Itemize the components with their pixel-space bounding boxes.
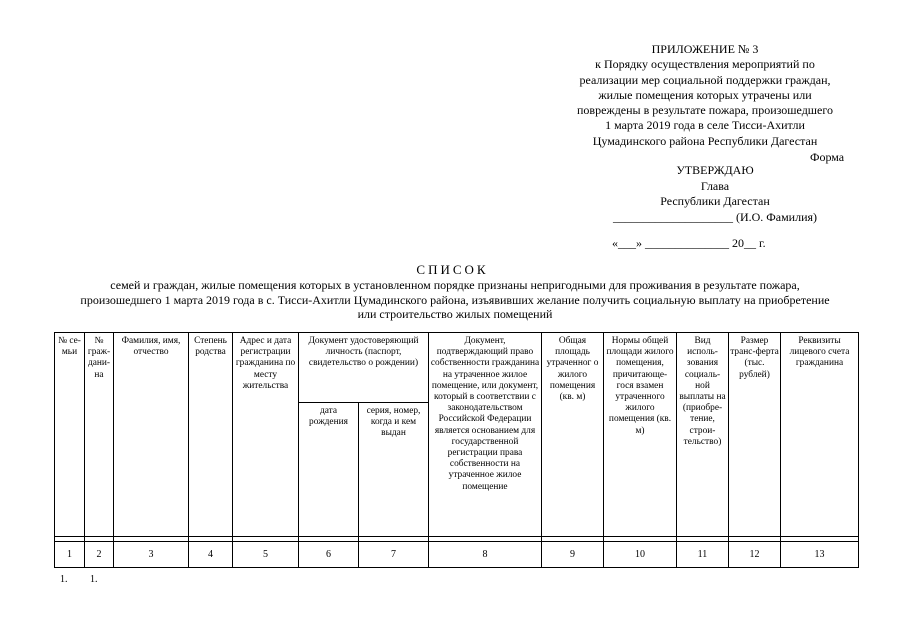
appendix-line: 1 марта 2019 года в селе Тисси-Ахитли <box>605 118 805 133</box>
appendix-line: реализации мер социальной поддержки граждан, <box>579 72 831 87</box>
column-number: 2 <box>85 542 114 568</box>
form-label: Форма <box>810 150 845 164</box>
header-family-number: № се-мьи <box>55 333 85 537</box>
column-number: 8 <box>429 542 542 568</box>
header-identity-document: Документ удостоверяющий личность (паспорт, свидетельство о рождении) <box>299 333 429 403</box>
header-transfer-size: Размер транс-ферта (тыс. рублей) <box>729 333 781 537</box>
appendix-line: Цумадинского района Республики Дагестан <box>592 133 818 148</box>
citizen-row-number: 1. <box>90 574 98 585</box>
column-number: 3 <box>114 542 189 568</box>
column-number: 6 <box>299 542 359 568</box>
column-number: 13 <box>781 542 859 568</box>
column-number: 12 <box>729 542 781 568</box>
document-subtitle: семей и граждан, жилые помещения которых в установленном порядке признаны непригодными для проживания в результате пожара, произошедшего 1 марта 2019 года в с. Тисси-Ахитли Цумадинского района, изъявивших желание получить социальную выплату на приобретение или строительство жилых помещений <box>80 278 830 321</box>
approval-position-region: Республики Дагестан <box>660 194 770 208</box>
header-ownership-document: Документ, подтверждающий право собственности гражданина на утраченное жилое помещение, или документ, который в соответствии с законодательством Российской Федерации является основанием для государственной регистрации права собственности на утраченное жилое помещение <box>429 333 542 537</box>
header-address: Адрес и дата регистрации гражданина по месту жительства <box>233 333 299 537</box>
header-area-norms: Нормы общей площади жилого помещения, причитающе-гося взамен утраченного жилого помещения (кв. м) <box>604 333 677 537</box>
header-lost-area: Общая площадь утраченног о жилого помещения (кв. м) <box>542 333 604 537</box>
appendix-block <box>560 42 850 149</box>
appendix-line: повреждены в результате пожара, произошедшего <box>577 103 833 118</box>
first-row-numbering <box>60 574 118 585</box>
header-account-details: Реквизиты лицевого счета гражданина <box>781 333 859 537</box>
appendix-title: ПРИЛОЖЕНИЕ № 3 <box>651 42 759 56</box>
column-number: 4 <box>189 542 233 568</box>
column-number: 7 <box>359 542 429 568</box>
header-full-name: Фамилия, имя, отчество <box>114 333 189 537</box>
family-row-number: 1. <box>60 574 68 585</box>
header-document-series: серия, номер, когда и кем выдан <box>359 403 429 537</box>
approval-date-line: «___» ______________ 20__ г. <box>612 236 766 250</box>
column-number-row <box>55 542 859 568</box>
document-title: СПИСОК <box>416 262 489 277</box>
column-number: 11 <box>677 542 729 568</box>
header-citizen-number: № граж-дани-на <box>85 333 114 537</box>
header-kinship: Степень родства <box>189 333 233 537</box>
table-header-row <box>55 333 859 403</box>
column-number: 5 <box>233 542 299 568</box>
approval-position: Глава <box>700 178 730 193</box>
column-number: 1 <box>55 542 85 568</box>
appendix-line: к Порядку осуществления мероприятий по <box>595 57 815 72</box>
header-payment-use: Вид исполь-зования социаль-ной выплаты на (приобре-тение, строи-тельство) <box>677 333 729 537</box>
header-birth-date: дата рождения <box>299 403 359 537</box>
signature-line: ____________________ (И.О. Фамилия) <box>612 209 818 224</box>
column-number: 9 <box>542 542 604 568</box>
approval-heading: УТВЕРЖДАЮ <box>676 163 754 177</box>
approval-block <box>570 163 860 225</box>
appendix-line: жилые помещения которых утрачены или <box>598 87 812 102</box>
citizens-list-table <box>54 332 859 568</box>
column-number: 10 <box>604 542 677 568</box>
